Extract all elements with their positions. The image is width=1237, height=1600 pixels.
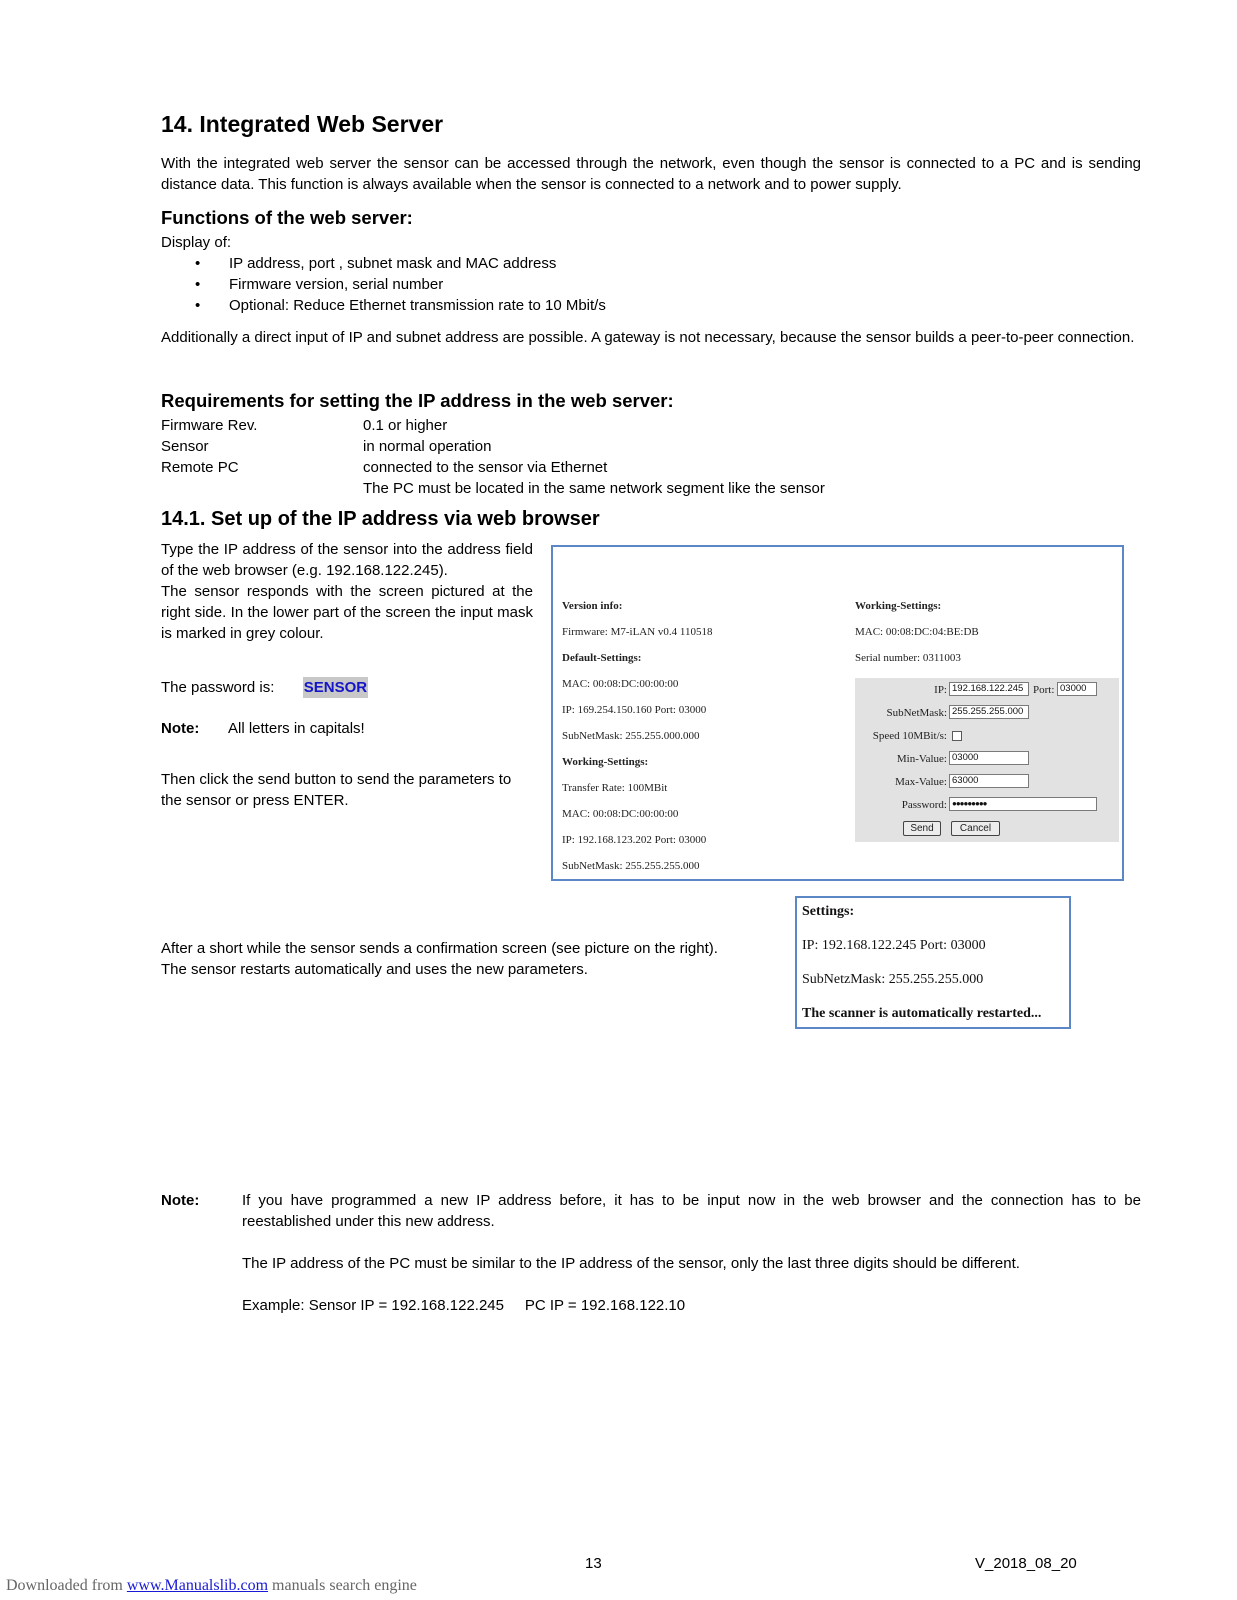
setup-text-b: The sensor responds with the screen pictured at the right side. In the lower part of the screen the input mask is marked in grey colour. <box>161 583 533 642</box>
speed-field-label: Speed 10MBit/s: <box>872 730 947 742</box>
confirm-restart-label: The scanner is automatically restarted... <box>802 1006 1042 1021</box>
req-key: Sensor <box>161 438 209 455</box>
port-field-label: Port: <box>1033 684 1055 696</box>
req-key: Remote PC <box>161 459 239 476</box>
functions-heading: Functions of the web server: <box>161 207 413 228</box>
req-value: in normal operation <box>363 438 492 455</box>
ip-input[interactable]: 192.168.122.245 <box>949 682 1029 696</box>
final-note-p3: Example: Sensor IP = 192.168.122.245 PC IP = 192.168.122.10 <box>242 1297 686 1314</box>
confirm-settings-label: Settings: <box>802 904 855 919</box>
list-item: • Firmware version, serial number <box>161 274 606 295</box>
req-value: The PC must be located in the same network segment like the sensor <box>363 480 825 497</box>
send-paragraph: Then click the send button to send the parameters to the sensor or press ENTER. <box>161 771 512 809</box>
req-value: connected to the sensor via Ethernet <box>363 459 608 476</box>
req-value: 0.1 or higher <box>363 417 448 434</box>
password-input[interactable]: ●●●●●●●●● <box>949 797 1097 811</box>
table-row <box>161 415 825 436</box>
list-item: • Optional: Reduce Ethernet transmission rate to 10 Mbit/s <box>161 295 606 316</box>
final-note-p2: The IP address of the PC must be similar to the IP address of the sensor, only the last three digits should be different. <box>242 1255 1020 1272</box>
cancel-button[interactable]: Cancel <box>951 821 1000 836</box>
note-text: All letters in capitals! <box>228 720 365 737</box>
max-value-input[interactable]: 63000 <box>949 774 1029 788</box>
send-button[interactable]: Send <box>903 821 941 836</box>
req-key <box>161 478 363 499</box>
browser-screenshot <box>551 545 1124 881</box>
version-info-label: Version info: <box>562 600 623 612</box>
confirm-mask-label: SubNetzMask: 255.255.255.000 <box>802 972 984 987</box>
table-row <box>161 436 825 457</box>
setup-text-a: Type the IP address of the sensor into the address field of the web browser (e.g. 192.168.122.245). <box>161 541 533 579</box>
note-label: Note: <box>161 720 200 737</box>
final-note-p1: If you have programmed a new IP address before, it has to be input now in the web browser and the connection has to be reestablished under this new address. <box>242 1192 1141 1230</box>
note-line <box>161 718 365 739</box>
table-row <box>161 457 825 478</box>
password-line <box>161 677 368 698</box>
max-field-label: Max-Value: <box>895 776 947 788</box>
serial-number-label: Serial number: 0311003 <box>855 652 961 664</box>
functions-lead: Display of: <box>161 234 232 251</box>
subsection-title: 14.1. Set up of the IP address via web browser <box>161 508 600 530</box>
download-suffix: manuals search engine <box>268 1577 417 1594</box>
intro-paragraph: With the integrated web server the sensor can be accessed through the network, even though the sensor is connected to a PC and is sending distance data. This function is always available when the sensor is connected to a network and to power supply. <box>161 155 1141 193</box>
password-field-label: Password: <box>901 799 947 811</box>
subnet-field-label: SubNetMask: <box>886 707 947 719</box>
section-title: 14. Integrated Web Server <box>161 111 444 137</box>
page-number: 13 <box>585 1555 602 1572</box>
table-row <box>161 478 825 499</box>
confirmation-screenshot <box>795 896 1071 1029</box>
download-prefix: Downloaded from <box>6 1577 127 1594</box>
input-mask-panel <box>855 678 1119 842</box>
min-value-input[interactable]: 03000 <box>949 751 1029 765</box>
password-value: SENSOR <box>303 679 368 696</box>
requirements-heading: Requirements for setting the IP address in the web server: <box>161 390 674 411</box>
confirm-ip-label: IP: 192.168.122.245 Port: 03000 <box>802 938 986 953</box>
list-item: • IP address, port , subnet mask and MAC address <box>161 253 606 274</box>
version-label: V_2018_08_20 <box>975 1555 1077 1572</box>
transfer-rate-label: Transfer Rate: 100MBit <box>562 782 668 794</box>
working-mask-left-label: SubNetMask: 255.255.255.000 <box>562 860 700 872</box>
port-input[interactable]: 03000 <box>1057 682 1097 696</box>
confirmation-text-b: The sensor restarts automatically and uses the new parameters. <box>161 961 588 978</box>
additional-paragraph: Additionally a direct input of IP and subnet address are possible. A gateway is not necessary, because the sensor builds a peer-to-peer connection. <box>161 329 1135 346</box>
download-footer <box>6 1577 417 1595</box>
working-mac-right-label: MAC: 00:08:DC:04:BE:DB <box>855 626 979 638</box>
confirmation-paragraph <box>161 938 781 980</box>
firmware-label: Firmware: M7-iLAN v0.4 110518 <box>562 626 713 638</box>
default-mac-label: MAC: 00:08:DC:00:00:00 <box>562 678 679 690</box>
setup-paragraph <box>161 539 533 644</box>
min-field-label: Min-Value: <box>896 753 947 765</box>
default-settings-label: Default-Settings: <box>562 652 642 664</box>
working-ip-left-label: IP: 192.168.123.202 Port: 03000 <box>562 834 707 846</box>
ip-field-label: IP: <box>934 684 947 696</box>
working-settings-right-label: Working-Settings: <box>855 600 942 612</box>
confirmation-text-a: After a short while the sensor sends a confirmation screen (see picture on the right). <box>161 940 718 957</box>
password-label: The password is: <box>161 679 275 696</box>
functions-list <box>161 253 606 316</box>
final-note-label: Note: <box>161 1192 200 1209</box>
speed-checkbox[interactable] <box>952 731 962 741</box>
requirements-table <box>161 415 825 499</box>
req-key: Firmware Rev. <box>161 417 258 434</box>
default-mask-label: SubNetMask: 255.255.000.000 <box>562 730 700 742</box>
working-mac-left-label: MAC: 00:08:DC:00:00:00 <box>562 808 679 820</box>
subnet-input[interactable]: 255.255.255.000 <box>949 705 1029 719</box>
working-settings-left-label: Working-Settings: <box>562 756 649 768</box>
manualslib-link[interactable]: www.Manualslib.com <box>126 1577 269 1594</box>
default-ip-label: IP: 169.254.150.160 Port: 03000 <box>562 704 707 716</box>
